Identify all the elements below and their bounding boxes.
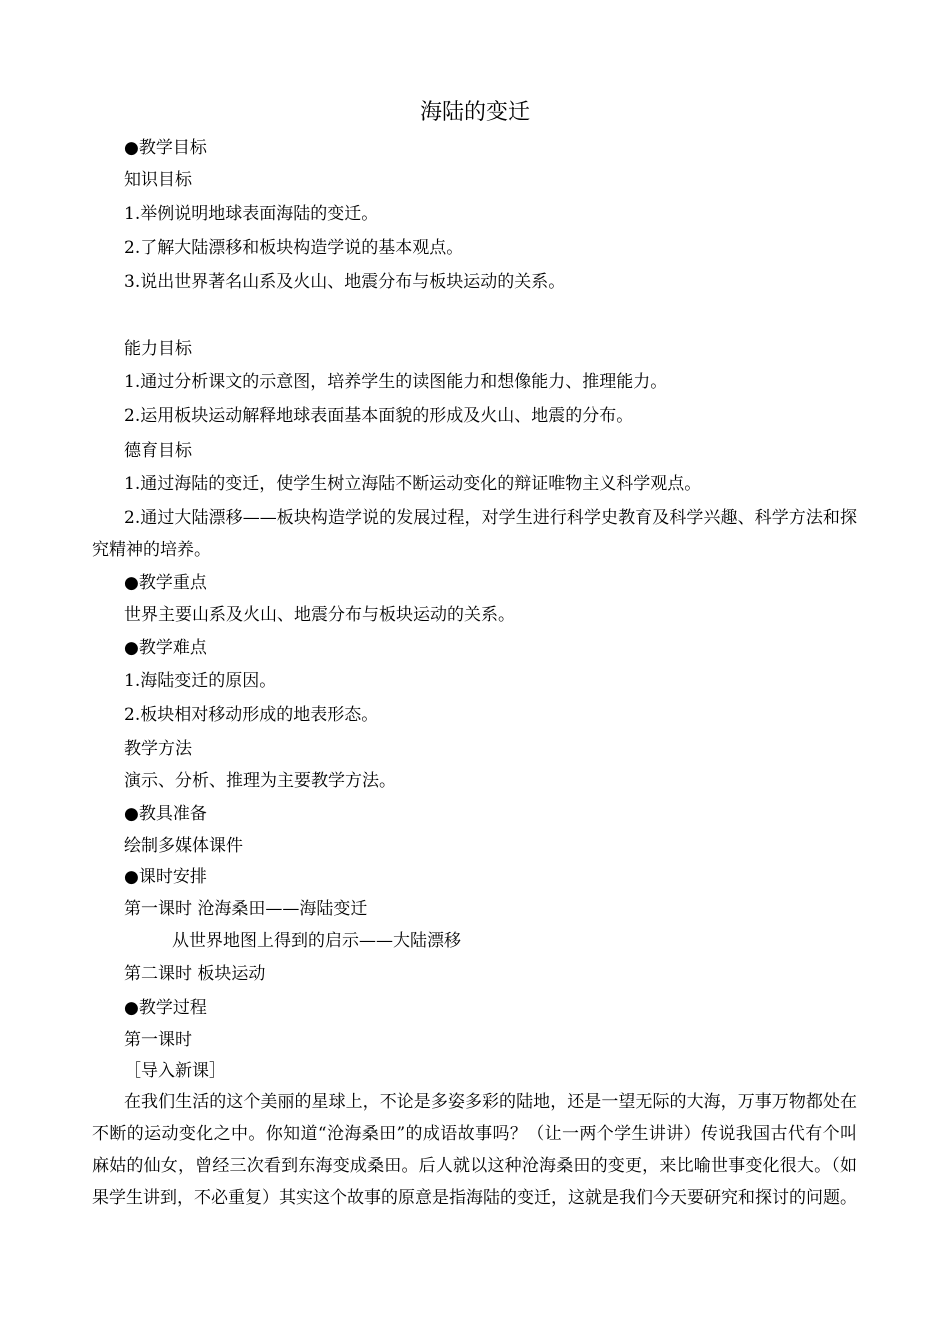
- difficulty-heading: ●教学难点: [124, 638, 207, 658]
- knowledge-item: 2.了解大陆漂移和板块构造学说的基本观点。: [124, 238, 464, 258]
- process-heading: ●教学过程: [124, 998, 207, 1018]
- tools-text: 绘制多媒体课件: [124, 836, 243, 856]
- moral-item-paragraph: 2.通过大陆漂移——板块构造学说的发展过程，对学生进行科学史教育及科学兴趣、科学方法和探究精神的培养。: [92, 508, 857, 560]
- knowledge-heading: 知识目标: [124, 170, 192, 190]
- difficulty-item: 2.板块相对移动形成的地表形态。: [124, 705, 379, 725]
- schedule-item: 第一课时 沧海桑田——海陆变迁: [124, 899, 368, 919]
- schedule-item: 第二课时 板块运动: [124, 964, 266, 984]
- first-lesson-label: 第一课时: [124, 1030, 192, 1050]
- key-heading: ●教学重点: [124, 573, 207, 593]
- moral-heading: 德育目标: [124, 441, 192, 461]
- key-text: 世界主要山系及火山、地震分布与板块运动的关系。: [124, 605, 515, 625]
- document-title: 海陆的变迁: [419, 100, 530, 125]
- ability-item: 1.通过分析课文的示意图，培养学生的读图能力和想像能力、推理能力。: [124, 372, 668, 392]
- difficulty-item: 1.海陆变迁的原因。: [124, 671, 277, 691]
- ability-heading: 能力目标: [124, 339, 192, 359]
- tools-heading: ●教具准备: [124, 804, 207, 824]
- knowledge-item: 3.说出世界著名山系及火山、地震分布与板块运动的关系。: [124, 272, 566, 292]
- intro-paragraph: 在我们生活的这个美丽的星球上，不论是多姿多彩的陆地，还是一望无际的大海，万事万物都处在不断的运动变化之中。你知道“沧海桑田”的成语故事吗？（让一两个学生讲讲）传说我国古代有个叫麻姑的仙女，曾经三次看到东海变成桑田。后人就以这种沧海桑田的变更，来比喻世事变化很大。（如果学生讲到，不必重复）其实这个故事的原意是指海陆的变迁，这就是我们今天要研究和探讨的问题。: [92, 1092, 857, 1208]
- knowledge-item: 1.举例说明地球表面海陆的变迁。: [124, 204, 379, 224]
- schedule-item: 从世界地图上得到的启示——大陆漂移: [172, 931, 461, 951]
- objectives-heading: ●教学目标: [124, 138, 207, 158]
- ability-item: 2.运用板块运动解释地球表面基本面貌的形成及火山、地震的分布。: [124, 406, 634, 426]
- method-heading: 教学方法: [124, 739, 192, 759]
- schedule-heading: ●课时安排: [124, 867, 207, 887]
- method-text: 演示、分析、推理为主要教学方法。: [124, 771, 396, 791]
- moral-item: 1.通过海陆的变迁，使学生树立海陆不断运动变化的辩证唯物主义科学观点。: [124, 474, 702, 494]
- intro-heading: ［导入新课］: [124, 1061, 226, 1081]
